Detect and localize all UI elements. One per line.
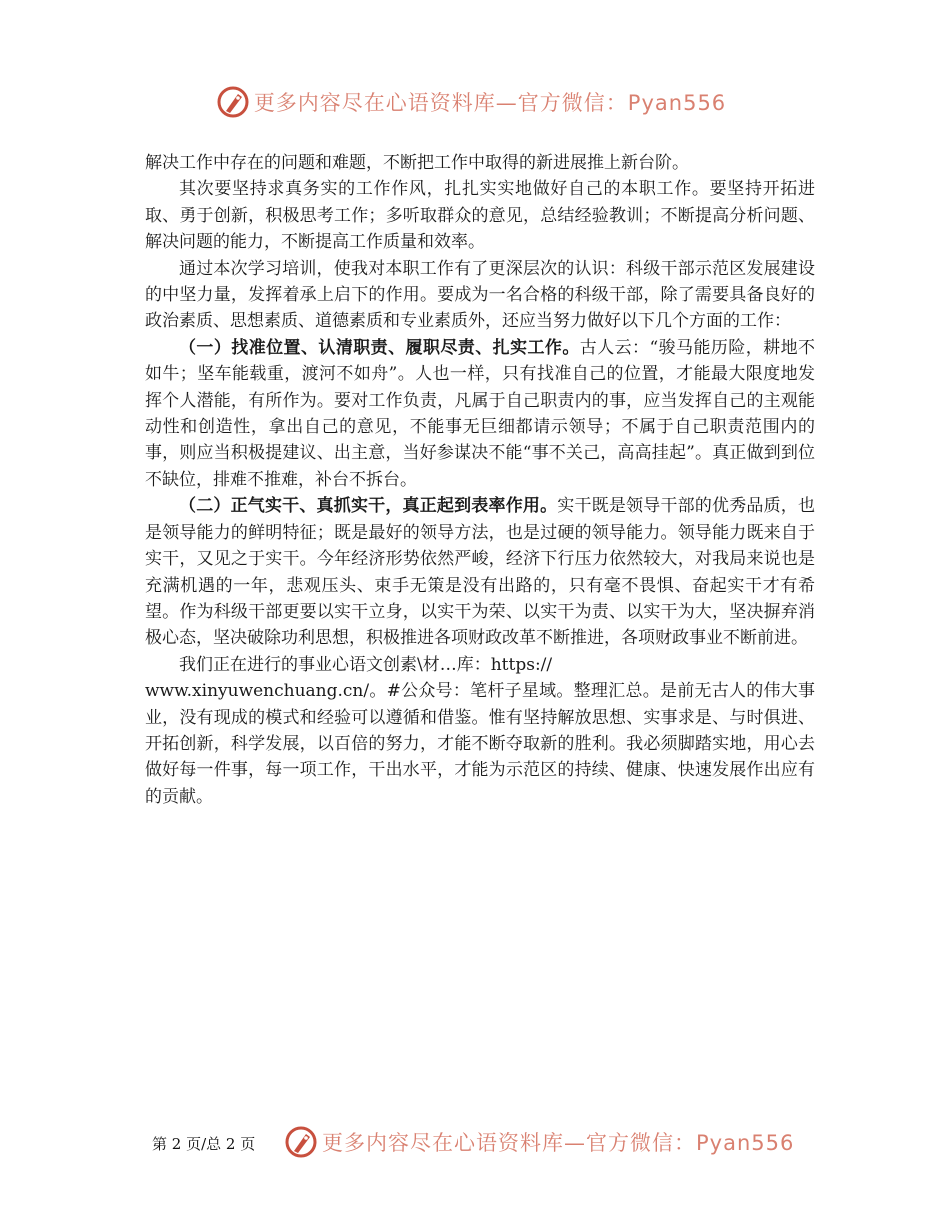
paragraph-6a: 我们正在进行的事业心语文创素\材…库：https:// (179, 654, 553, 675)
paragraph-2: 其次要坚持求真务实的工作作风，扎扎实实地做好自己的本职工作。要坚持开拓进取、勇于创新，积极思考工作；多听取群众的意见，总结经验教训；不断提高分析问题、解决问题的能力，不断提高工作质量和效率。 (145, 179, 815, 253)
section-text-1: 古人云：“骏马能历险，耕地不如牛；坚车能载重，渡河不如舟”。人也一样，只有找准自己的位置，才能最大限度地发挥个人潜能，有所作为。要对工作负责，凡属于自己职责内的事，应当发挥自己的主观能动性和创造性，拿出自己的意见，不能事无巨细都请示领导；不属于自己职责范围内的事，则应当积极提建议、出主意，当好参谋决不能“事不关己，高高挂起”。真正做到到位不缺位，排难不推难，补台不拆台。 (145, 337, 815, 490)
banner-text: 更多内容尽在心语资料库—官方微信：Pyan556 (253, 91, 727, 115)
page-number: 第 2 页/总 2 页 (152, 1135, 256, 1153)
footer-banner (0, 1122, 950, 1162)
section-heading-1: （一）找准位置、认清职责、履职尽责、扎实工作。 (179, 337, 580, 358)
header-banner (0, 82, 950, 122)
paragraph-5 (145, 493, 815, 651)
paragraph-6b: www.xinyuwenchuang.cn/。#公众号：笔杆子星域。整理汇总。是前无古人的伟大事业，没有现成的模式和经验可以遵循和借鉴。惟有坚持解放思想、实事求是、与时俱进、开拓创新，科学发展，以百倍的努力，才能不断夺取新的胜利。我必须脚踏实地，用心去做好每一件事，每一项工作，干出水平，才能为示范区的持续、健康、快速发展作出应有的贡献。 (145, 681, 815, 807)
section-text-2: 实干既是领导干部的优秀品质，也是领导能力的鲜明特征；既是最好的领导方法，也是过硬的领导能力。领导能力既来自于实干，又见之于实干。今年经济形势依然严峻，经济下行压力依然较大，对我局来说也是充满机遇的一年，悲观压头、束手无策是没有出路的，只有毫不畏惧、奋起实干才有希望。作为科级干部更要以实干立身，以实干为荣、以实干为责、以实干为大，坚决摒弃消极心态，坚决破除功利思想，积极推进各项财政改革不断推进，各项财政事业不断前进。 (145, 496, 816, 649)
paragraph-1: 解决工作中存在的问题和难题，不断把工作中取得的新进展推上新台阶。 (145, 153, 689, 173)
pen-nib-circle-logo-icon (284, 1125, 318, 1159)
paragraph-3: 通过本次学习培训，使我对本职工作有了更深层次的认识：科级干部示范区发展建设的中坚力量，发挥着承上启下的作用。要成为一名合格的科级干部，除了需要具备良好的政治素质、思想素质、道德素质和专业素质外，还应当努力做好以下几个方面的工作： (145, 258, 815, 332)
footer-banner-text: 更多内容尽在心语资料库—官方微信：Pyan556 (322, 1131, 795, 1155)
paragraph-4 (145, 335, 815, 493)
document-body (145, 150, 815, 810)
section-heading-2: （二）正气实干、真抓实干，真正起到表率作用。 (179, 496, 558, 517)
pen-nib-circle-logo-icon (216, 85, 250, 119)
